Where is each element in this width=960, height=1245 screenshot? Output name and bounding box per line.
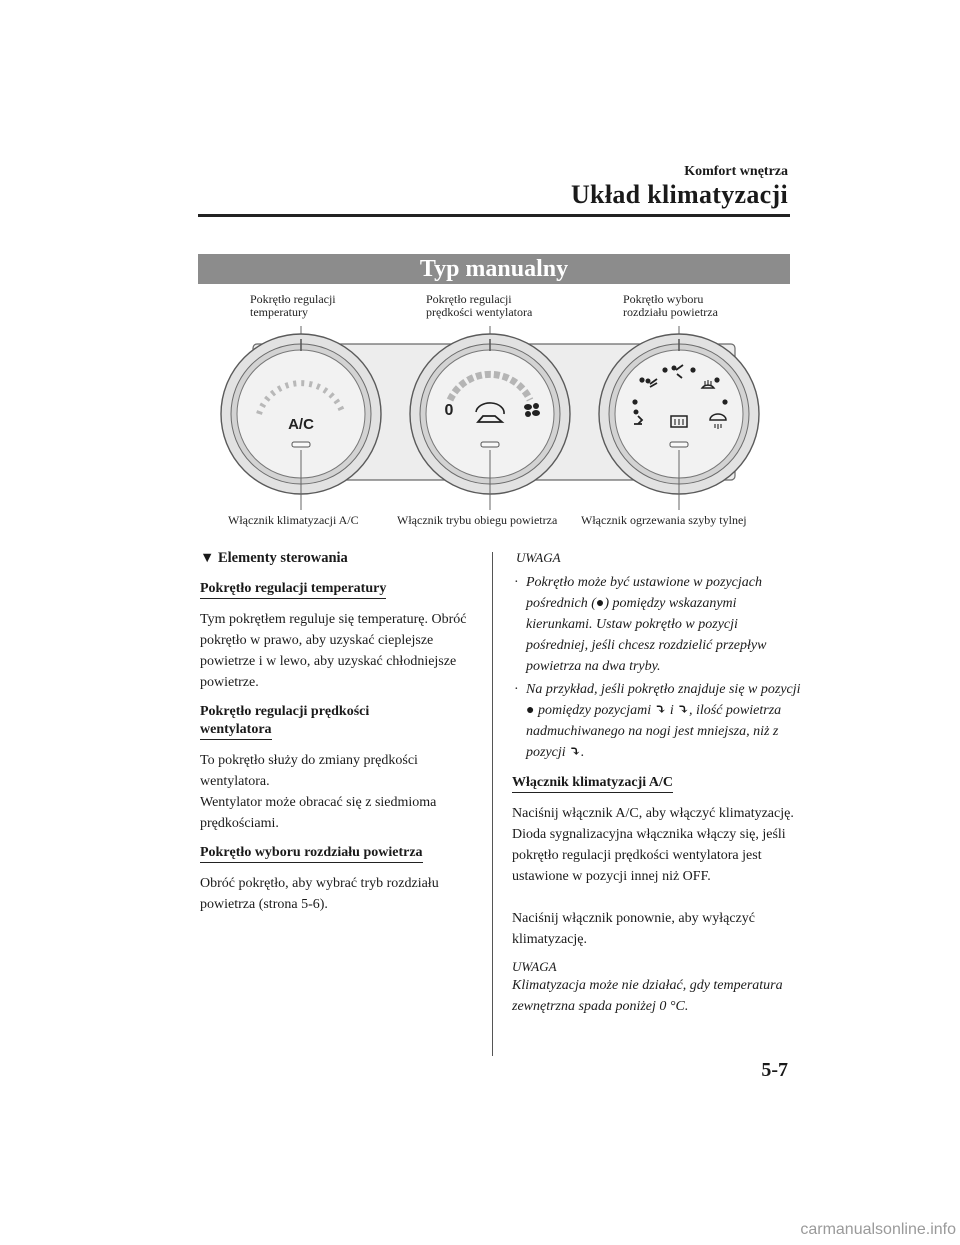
note-label: UWAGA xyxy=(516,550,561,565)
right-column xyxy=(512,550,802,1017)
page-number: 5-7 xyxy=(761,1059,788,1081)
callout-line: rozdziału powietrza xyxy=(623,305,718,319)
subheading-line: Pokrętło regulacji prędkości xyxy=(200,704,370,719)
callout-air-distribution-knob xyxy=(623,293,718,319)
controls-section-title xyxy=(200,550,470,567)
callout-fan-speed-knob xyxy=(426,293,532,319)
paragraph: Naciśnij włącznik ponownie, aby wyłączyć klimatyzację. xyxy=(512,911,755,947)
subheading-fan-speed-line2: wentylatora xyxy=(200,722,272,740)
note-text: Na przykład, jeśli pokrętło znajduje się w pozycji xyxy=(526,682,801,697)
recirc-indicator-led xyxy=(481,442,499,447)
callout-rear-defrost-switch: Włącznik ogrzewania szyby tylnej xyxy=(581,513,747,527)
note-text: pomiędzy pozycjami xyxy=(537,703,652,718)
subheading-ac-switch: Włącznik klimatyzacji A/C xyxy=(512,775,673,793)
note-text: i xyxy=(669,703,674,718)
callout-line: Pokrętło regulacji xyxy=(250,292,336,306)
floor-defrost-vent-icon: ⤵ xyxy=(569,745,581,760)
subheading-fan-speed xyxy=(200,704,369,720)
ac-indicator-led xyxy=(292,442,310,447)
left-column xyxy=(200,550,470,924)
callout-line: Pokrętło wyboru xyxy=(623,292,704,306)
triangle-marker-icon: ▼ xyxy=(200,550,218,566)
subheading-air-distribution: Pokrętło wyboru rozdziału powietrza xyxy=(200,845,423,863)
callout-temperature-knob xyxy=(250,293,336,319)
intermediate-dot-icon xyxy=(722,399,727,404)
callout-line: prędkości wentylatora xyxy=(426,305,533,319)
note-text: , ilość powietrza nadmuchiwanego na nogi jest mniejsza, niż z pozycji xyxy=(526,703,782,760)
column-divider xyxy=(492,552,493,1056)
floor-defrost-vent-icon: ⤵ xyxy=(677,703,689,718)
bullet-icon: · xyxy=(514,575,519,590)
header-divider xyxy=(198,214,790,217)
intermediate-dot-icon xyxy=(632,399,637,404)
bullet-icon: · xyxy=(514,682,519,697)
note-item xyxy=(512,572,802,677)
page-title: Układ klimatyzacji xyxy=(570,180,788,209)
watermark: carmanualsonline.info xyxy=(800,1221,956,1238)
intermediate-dot-icon xyxy=(714,377,719,382)
controls-title-text: Elementy sterowania xyxy=(217,550,348,566)
section-label: Komfort wnętrza xyxy=(684,164,788,179)
note-text: ) pomiędzy wskazanymi kierunkami. Ustaw pokrętło w pozycji pośredniej, jeśli chcesz rozdzielić przepływ powietrza na dwa tryby. xyxy=(526,596,767,674)
callout-recirculation-switch: Włącznik trybu obiegu powietrza xyxy=(397,513,558,527)
callout-ac-switch: Włącznik klimatyzacji A/C xyxy=(228,513,359,527)
fan-off-label: 0 xyxy=(444,402,454,419)
rear-defrost-indicator-led xyxy=(670,442,688,447)
paragraph: Naciśnij włącznik A/C, aby włączyć klimatyzację. Dioda sygnalizacyjna włącznika włączy się, jeśli pokrętło regulacji prędkości wentylatora jest ustawione w pozycji innej niż OFF. xyxy=(512,806,794,884)
subheading-temperature: Pokrętło regulacji temperatury xyxy=(200,581,386,599)
ac-switch-label[interactable]: A/C xyxy=(288,416,314,433)
callout-line: temperatury xyxy=(250,305,308,319)
paragraph: Tym pokrętłem reguluje się temperaturę. Obróć pokrętło w prawo, aby uzyskać cieplejsze powietrze i w lewo, aby uzyskać chłodniejsze powietrze. xyxy=(200,612,467,690)
intermediate-dot-icon xyxy=(690,367,695,372)
intermediate-dot-icon xyxy=(639,377,644,382)
intermediate-dot-icon xyxy=(662,367,667,372)
note-text: . xyxy=(580,745,585,760)
paragraph: To pokrętło służy do zmiany prędkości wentylatora. xyxy=(200,753,418,789)
paragraph: Obróć pokrętło, aby wybrać tryb rozdziału powietrza (strona 5-6). xyxy=(200,876,439,912)
note-item xyxy=(512,679,802,763)
filled-dot-icon: ● xyxy=(526,703,535,718)
note-text: Klimatyzacja może nie działać, gdy temperatura zewnętrzna spada poniżej 0 °C. xyxy=(512,978,783,1014)
floor-vent-icon: ⤵ xyxy=(654,703,667,718)
paragraph: Wentylator może obracać się z siedmioma prędkościami. xyxy=(200,795,437,831)
climate-control-panel xyxy=(198,318,790,514)
note-text: Pokrętło może być ustawione w pozycjach pośrednich ( xyxy=(526,575,763,611)
callout-line: Pokrętło regulacji xyxy=(426,292,512,306)
note-label: UWAGA xyxy=(512,959,557,974)
filled-dot-icon: ● xyxy=(595,596,605,611)
figure-banner: Typ manualny xyxy=(198,254,790,284)
